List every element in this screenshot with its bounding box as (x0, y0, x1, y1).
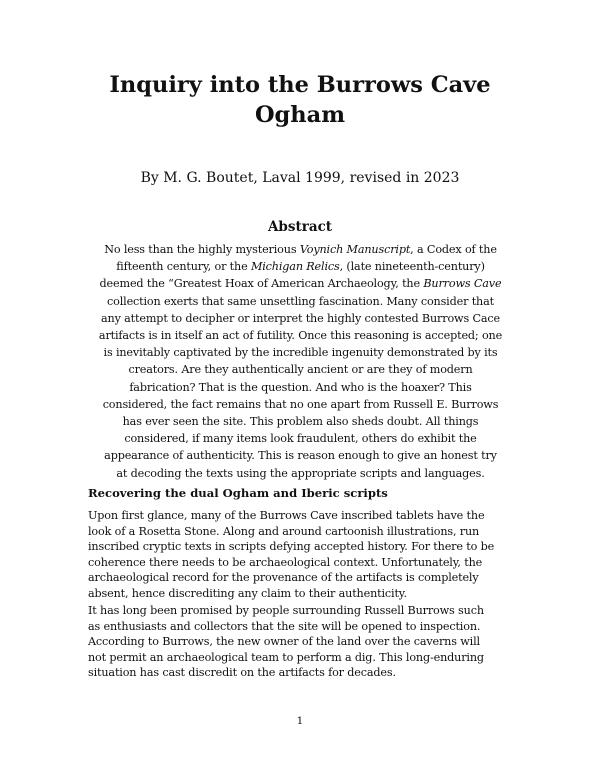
abstract-line: No less than the highly mysterious Voynich Manuscript, a Codex of the (104, 243, 497, 256)
italic-title: Voynich Manuscript (299, 243, 411, 256)
abstract-line: is inevitably captivated by the incredible ingenuity demonstrated by its (103, 346, 498, 360)
body-paragraph-2 (88, 603, 518, 681)
paragraph-line: not permit an archaeological team to perform a dig. This long-enduring (88, 650, 484, 664)
paragraph-line: According to Burrows, the new owner of the land over the caverns will (88, 635, 480, 649)
paragraph-line: coherence there needs to be archaeological context. Unfortunately, the (88, 555, 483, 569)
abstract-line: collection exerts that same unsettling fascination. Many consider that (107, 294, 494, 308)
title-line-1: Inquiry into the Burrows Cave (109, 72, 491, 98)
abstract-line: considered, if many items look fraudulent, others do exhibit the (124, 432, 477, 446)
abstract-line: artifacts is in itself an act of futility. Once this reasoning is accepted; one (98, 329, 503, 343)
title-line-2: Ogham (254, 102, 346, 128)
italic-title: Michigan Relics (250, 260, 340, 274)
paragraph-line: archaeological record for the provenance of the artifacts is completely (88, 571, 479, 585)
abstract-line: fabrication? That is the question. And who is the hoaxer? This (129, 380, 472, 394)
abstract-line: has ever seen the site. This problem also sheds doubt. All things (122, 415, 479, 429)
paragraph-line: absent, hence discrediting any claim to their authenticity. (88, 586, 407, 600)
paper-title (0, 70, 600, 130)
author-byline: By M. G. Boutet, Laval 1999, revised in 2023 (140, 170, 460, 186)
abstract-line: any attempt to decipher or interpret the highly contested Burrows Cace (101, 311, 500, 325)
paragraph-line: Upon first glance, many of the Burrows Cave inscribed tablets have the (88, 509, 485, 522)
paragraph-line: situation has cast discredit on the artifacts for decades. (88, 666, 396, 680)
abstract-line: at decoding the texts using the appropriate scripts and languages. (116, 466, 485, 480)
abstract-line: creators. Are they authentically ancient or are they of modern (128, 363, 473, 377)
paragraph-line: look of a Rosetta Stone. Along and around cartoonish illustrations, run (88, 524, 480, 538)
abstract-line: fifteenth century, or the Michigan Relics, (late nineteenth-century) (116, 260, 485, 274)
abstract-body (88, 241, 513, 482)
abstract-heading: Abstract (267, 219, 333, 235)
paragraph-line: inscribed cryptic texts in scripts defying accepted history. For there to be (88, 540, 495, 554)
abstract-line: considered, the fact remains that no one apart from Russell E. Burrows (102, 397, 499, 411)
section-heading: Recovering the dual Ogham and Iberic scripts (88, 486, 388, 500)
paragraph-line: as enthusiasts and collectors that the site will be opened to inspection. (88, 619, 481, 633)
abstract-line: deemed the “Greatest Hoax of American Archaeology, the Burrows Cave (99, 277, 502, 291)
abstract-line: appearance of authenticity. This is reason enough to give an honest try (104, 449, 497, 463)
page-number: 1 (296, 715, 304, 727)
italic-title: Burrows Cave (423, 277, 502, 291)
paragraph-line: It has long been promised by people surrounding Russell Burrows such (88, 604, 484, 617)
body-paragraph-1 (88, 508, 518, 602)
